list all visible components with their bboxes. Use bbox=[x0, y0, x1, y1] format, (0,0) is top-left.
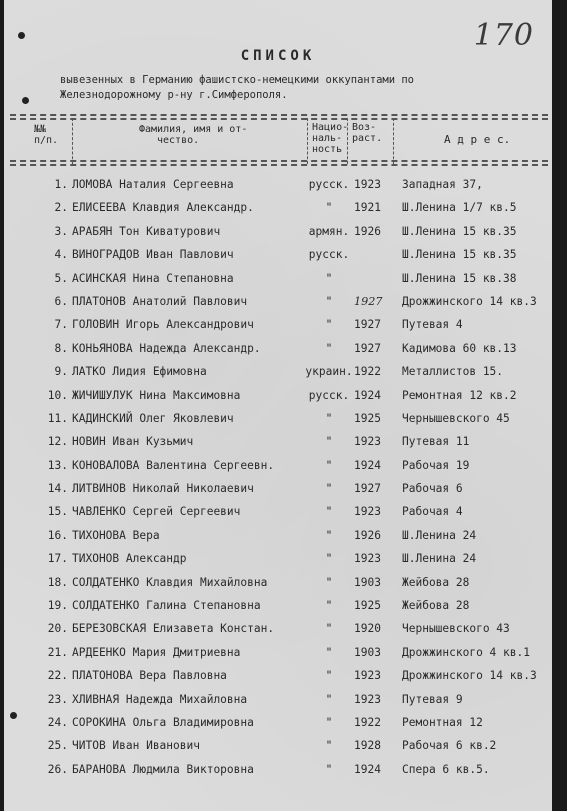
list-item bbox=[4, 599, 552, 622]
birth-year: 1926 bbox=[354, 224, 381, 238]
person-name: АСИНСКАЯ Нина Степановна bbox=[72, 271, 234, 285]
address: Западная 37, bbox=[402, 178, 483, 191]
nationality: армян. bbox=[308, 224, 350, 238]
punch-hole bbox=[18, 32, 25, 39]
person-name: СОЛДАТЕНКО Галина Степановна bbox=[72, 599, 261, 613]
address: Дрожжинского 4 кв.1 bbox=[402, 645, 530, 659]
list-item bbox=[4, 342, 552, 365]
person-name: ГОЛОВИН Игорь Александрович bbox=[72, 318, 254, 332]
list-item bbox=[4, 201, 552, 224]
birth-year: 1923 bbox=[354, 435, 381, 449]
birth-year: 1923 bbox=[354, 669, 381, 683]
nationality: русск. bbox=[308, 388, 350, 402]
birth-year: 1923 bbox=[354, 178, 381, 191]
list-item bbox=[4, 739, 552, 762]
person-name: ЛИТВИНОВ Николай Николаевич bbox=[72, 482, 254, 496]
birth-year: 1927 bbox=[354, 318, 381, 332]
row-number: 26. bbox=[47, 762, 68, 776]
nationality: русск. bbox=[308, 178, 350, 191]
nationality: " bbox=[325, 715, 333, 729]
birth-year: 1927 bbox=[354, 482, 381, 496]
nationality: " bbox=[325, 201, 333, 215]
row-number: 2. bbox=[54, 201, 68, 215]
person-name: ВИНОГРАДОВ Иван Павлович bbox=[72, 248, 234, 262]
document-page bbox=[4, 0, 552, 811]
birth-year: 1925 bbox=[354, 599, 381, 613]
address: Ремонтная 12 кв.2 bbox=[402, 388, 517, 402]
list-item bbox=[4, 295, 552, 318]
birth-year: 1923 bbox=[354, 692, 381, 706]
list-item bbox=[4, 693, 552, 716]
nationality: " bbox=[325, 575, 333, 589]
row-number: 14. bbox=[47, 482, 68, 496]
birth-year: 1923 bbox=[354, 552, 381, 566]
birth-year: 1926 bbox=[354, 528, 381, 542]
address: Рабочая 6 кв.2 bbox=[402, 739, 497, 753]
address: Ш.Ленина 15 кв.38 bbox=[402, 271, 517, 285]
column-divider bbox=[307, 118, 308, 164]
row-number: 10. bbox=[47, 388, 68, 402]
list-item bbox=[4, 318, 552, 341]
column-divider bbox=[72, 118, 73, 164]
person-name: КОНОВАЛОВА Валентина Сергеевн. bbox=[72, 458, 275, 472]
person-name: КОНЬЯНОВА Надежда Александр. bbox=[72, 341, 261, 355]
person-name: ЧИТОВ Иван Иванович bbox=[72, 739, 200, 753]
nationality: " bbox=[325, 294, 333, 308]
nationality: " bbox=[325, 622, 333, 636]
list-item bbox=[4, 412, 552, 435]
address: Жейбова 28 bbox=[402, 575, 470, 589]
birth-year: 1924 bbox=[354, 458, 381, 472]
list-item bbox=[4, 178, 552, 201]
address: Ш.Ленина 24 bbox=[402, 528, 477, 542]
list-item bbox=[4, 482, 552, 505]
row-number: 5. bbox=[54, 271, 68, 285]
nationality: " bbox=[325, 528, 333, 542]
birth-year: 1923 bbox=[354, 505, 381, 519]
nationality: " bbox=[325, 645, 333, 659]
address: Ш.Ленина 15 кв.35 bbox=[402, 248, 517, 262]
address: Дрожжинского 14 кв.3 bbox=[402, 294, 537, 308]
nationality: " bbox=[325, 271, 333, 285]
person-name: ЛАТКО Лидия Ефимовна bbox=[72, 365, 207, 379]
person-name: ТИХОНОВ Александр bbox=[72, 552, 187, 566]
birth-year: 1903 bbox=[354, 575, 381, 589]
list-item bbox=[4, 248, 552, 271]
row-number: 17. bbox=[47, 552, 68, 566]
address: Путевая 9 bbox=[402, 692, 463, 706]
page-number: 170 bbox=[473, 18, 534, 53]
nationality: " bbox=[325, 762, 333, 776]
address: Ш.Ленина 1/7 кв.5 bbox=[402, 201, 517, 215]
address: Ремонтная 12 bbox=[402, 715, 483, 729]
person-name: НОВИН Иван Кузьмич bbox=[72, 435, 194, 449]
birth-year: 1903 bbox=[354, 645, 381, 659]
row-number: 19. bbox=[47, 599, 68, 613]
row-number: 16. bbox=[47, 528, 68, 542]
nationality: " bbox=[325, 318, 333, 332]
row-number: 1. bbox=[54, 178, 68, 191]
address: Чернышевского 43 bbox=[402, 622, 510, 636]
row-number: 21. bbox=[47, 645, 68, 659]
document-title: СПИСОК bbox=[240, 48, 316, 64]
list-item bbox=[4, 646, 552, 669]
address: Дрожжинского 14 кв.3 bbox=[402, 669, 537, 683]
person-name: ЕЛИСЕЕВА Клавдия Александр. bbox=[72, 201, 254, 215]
list-item bbox=[4, 435, 552, 458]
list-item bbox=[4, 225, 552, 248]
nationality: русск. bbox=[308, 248, 350, 262]
person-name: БАРАНОВА Людмила Викторовна bbox=[72, 762, 254, 776]
person-name: АРАБЯН Тон Киватурович bbox=[72, 224, 221, 238]
row-number: 7. bbox=[54, 318, 68, 332]
row-number: 25. bbox=[47, 739, 68, 753]
list-item bbox=[4, 459, 552, 482]
list-item bbox=[4, 389, 552, 412]
birth-year: 1927 bbox=[354, 294, 383, 308]
header-num: №№ п/п. bbox=[34, 124, 59, 146]
nationality: " bbox=[325, 458, 333, 472]
address: Кадимова 60 кв.13 bbox=[402, 341, 517, 355]
birth-year: 1922 bbox=[354, 715, 381, 729]
row-number: 24. bbox=[47, 715, 68, 729]
list-item bbox=[4, 669, 552, 692]
header-bottom-rule-2 bbox=[10, 164, 548, 166]
nationality: " bbox=[325, 482, 333, 496]
list-item bbox=[4, 505, 552, 528]
birth-year: 1924 bbox=[354, 388, 381, 402]
person-name: ПЛАТОНОВ Анатолий Павлович bbox=[72, 294, 248, 308]
address: Путевая 11 bbox=[402, 435, 470, 449]
list-item bbox=[4, 529, 552, 552]
person-name: ПЛАТОНОВА Вера Павловна bbox=[72, 669, 227, 683]
person-name: ЛОМОВА Наталия Сергеевна bbox=[72, 178, 234, 191]
row-number: 18. bbox=[47, 575, 68, 589]
row-number: 22. bbox=[47, 669, 68, 683]
nationality: " bbox=[325, 435, 333, 449]
header-age: Воз- раст. bbox=[352, 122, 383, 144]
birth-year: 1924 bbox=[354, 762, 381, 776]
person-name: ЖИЧИШУЛУК Нина Максимовна bbox=[72, 388, 241, 402]
person-name: КАДИНСКИЙ Олег Яковлевич bbox=[72, 411, 234, 425]
header-top-rule-2 bbox=[10, 118, 548, 120]
subtitle-line-1: вывезенных в Германию фашистско-немецкими оккупантами по bbox=[60, 74, 415, 86]
row-number: 12. bbox=[47, 435, 68, 449]
address: Спера 6 кв.5. bbox=[402, 762, 490, 776]
birth-year: 1927 bbox=[354, 341, 381, 355]
nationality: " bbox=[325, 411, 333, 425]
person-name: ЧАВЛЕНКО Сергей Сергеевич bbox=[72, 505, 241, 519]
birth-year: 1921 bbox=[354, 201, 381, 215]
birth-year: 1922 bbox=[354, 365, 381, 379]
list-item bbox=[4, 576, 552, 599]
header-name: Фамилия, имя и от- чество. bbox=[139, 124, 248, 146]
list-item bbox=[4, 272, 552, 295]
person-name: БЕРЕЗОВСКАЯ Елизавета Констан. bbox=[72, 622, 275, 636]
subtitle-line-2: Железнодорожному р-ну г.Симферополя. bbox=[60, 89, 288, 101]
birth-year: 1928 bbox=[354, 739, 381, 753]
address: Путевая 4 bbox=[402, 318, 463, 332]
list-item bbox=[4, 552, 552, 575]
header-nationality: Нацио- наль- ность bbox=[312, 122, 349, 155]
birth-year: 1920 bbox=[354, 622, 381, 636]
header-bottom-rule bbox=[10, 160, 548, 162]
nationality: " bbox=[325, 669, 333, 683]
column-divider bbox=[393, 118, 394, 164]
nationality: " bbox=[325, 739, 333, 753]
address: Ш.Ленина 24 bbox=[402, 552, 477, 566]
person-list bbox=[4, 178, 552, 786]
address: Металлистов 15. bbox=[402, 365, 504, 379]
punch-hole bbox=[22, 97, 29, 104]
nationality: " bbox=[325, 505, 333, 519]
list-item bbox=[4, 716, 552, 739]
header-address: А д р е с. bbox=[444, 133, 511, 146]
address: Ш.Ленина 15 кв.35 bbox=[402, 224, 517, 238]
person-name: СОЛДАТЕНКО Клавдия Михайловна bbox=[72, 575, 268, 589]
row-number: 3. bbox=[54, 224, 68, 238]
nationality: " bbox=[325, 692, 333, 706]
row-number: 6. bbox=[54, 294, 68, 308]
nationality: " bbox=[325, 599, 333, 613]
person-name: АРДЕЕНКО Мария Дмитриевна bbox=[72, 645, 241, 659]
row-number: 4. bbox=[54, 248, 68, 262]
row-number: 13. bbox=[47, 458, 68, 472]
person-name: ТИХОНОВА Вера bbox=[72, 528, 160, 542]
address: Жейбова 28 bbox=[402, 599, 470, 613]
row-number: 20. bbox=[47, 622, 68, 636]
row-number: 23. bbox=[47, 692, 68, 706]
person-name: СОРОКИНА Ольга Владимировна bbox=[72, 715, 254, 729]
address: Рабочая 4 bbox=[402, 505, 463, 519]
row-number: 8. bbox=[54, 341, 68, 355]
header-top-rule bbox=[10, 114, 548, 116]
row-number: 15. bbox=[47, 505, 68, 519]
birth-year: 1925 bbox=[354, 411, 381, 425]
nationality: " bbox=[325, 341, 333, 355]
address: Рабочая 19 bbox=[402, 458, 470, 472]
list-item bbox=[4, 622, 552, 645]
row-number: 11. bbox=[47, 411, 68, 425]
nationality: " bbox=[325, 552, 333, 566]
address: Чернышевского 45 bbox=[402, 411, 510, 425]
list-item bbox=[4, 763, 552, 786]
nationality: украин. bbox=[305, 365, 353, 379]
row-number: 9. bbox=[54, 365, 68, 379]
address: Рабочая 6 bbox=[402, 482, 463, 496]
list-item bbox=[4, 365, 552, 388]
person-name: ХЛИВНАЯ Надежда Михайловна bbox=[72, 692, 248, 706]
